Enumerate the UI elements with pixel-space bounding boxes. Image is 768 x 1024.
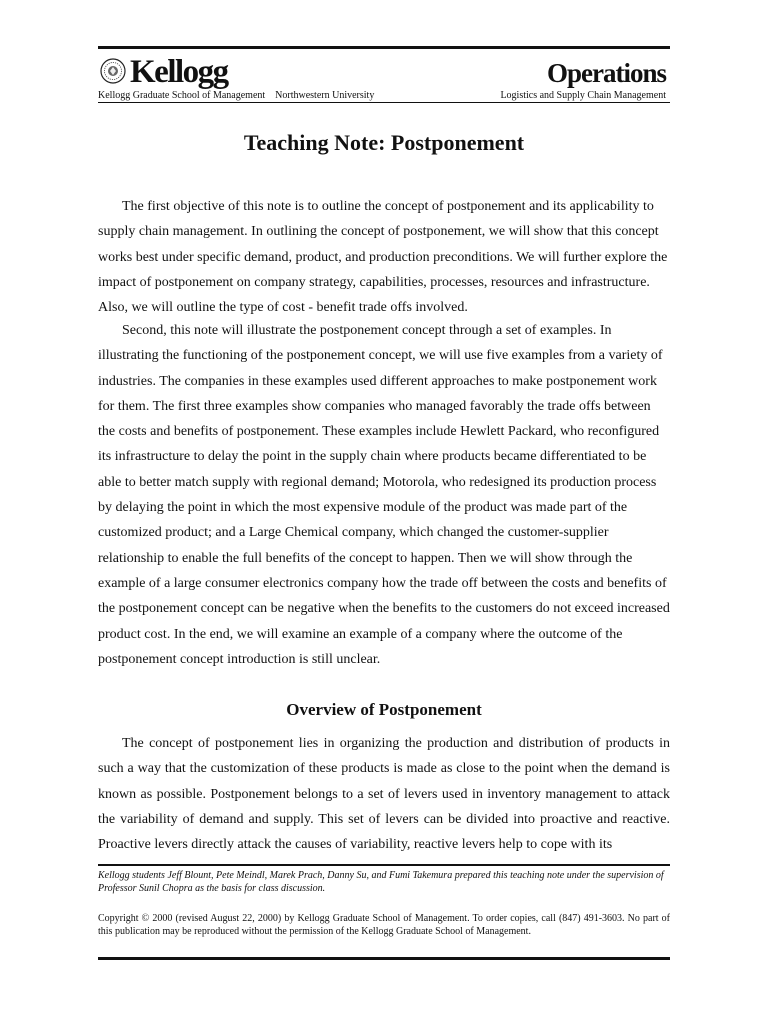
copyright-notice: Copyright © 2000 (revised August 22, 2000) by Kellogg Graduate School of Management. To order copies, call (847) 491-3603. No part of this publication may be reproduced without the permission of the Kellogg Graduate School of Management. (98, 913, 670, 937)
author-footnote: Kellogg students Jeff Blount, Pete Meindl, Marek Prach, Danny Su, and Fumi Takemura prepared this teaching note under the supervision of Professor Sunil Chopra as the basis for class discussion. (98, 870, 664, 894)
document-title: Teaching Note: Postponement (243, 130, 525, 155)
page-bottom-rule (98, 957, 670, 960)
header-bottom-rule (98, 102, 670, 103)
department-subtitle: Logistics and Supply Chain Management (500, 90, 666, 101)
overview-paragraph: The concept of postponement lies in organizing the production and distribution of products in such a way that the customization of these products is made as close to the point when the demand is known as possible. Postponement belongs to a set of levers used in inventory management to attack the variability of demand and supply. This set of levers can be divided into proactive and reactive. Proactive levers directly attack the causes of variability, reactive levers help to cope with its (98, 736, 670, 853)
university-seal-icon (100, 58, 126, 84)
department-title: Operations (546, 58, 666, 88)
section-heading: Overview of Postponement (286, 700, 482, 719)
examples-paragraph: Second, this note will illustrate the postponement concept through a set of examples. In illustrating the functioning of the postponement concept, we will use five examples from a variety of industries. The companies in these examples used different approaches to make postponement work for them. The first three examples show companies who managed favorably the trade offs between the costs and benefits of postponement. These examples include Hewlett Packard, who reconfigured its infrastructure to delay the point in the supply chain where products became differentiated to be able to better match supply with regional demand; Motorola, who redesigned its production process by delaying the point in which the most expensive module of the product was made part of the customized product; and a Large Chemical company, which changed the customer-supplier relationship to enable the full benefits of the concept to happen. Then we will show through the example of a large consumer electronics company how the trade off between the costs and benefits of the postponement concept can be negative when the benefits to the customers do not exceed increased product cost. In the end, we will examine an example of a company where the outcome of the postponement concept introduction is still unclear. (98, 323, 670, 667)
school-affiliation: Kellogg Graduate School of Management Northwestern University (98, 90, 375, 101)
header-top-rule (98, 46, 670, 49)
document-page (98, 0, 670, 1024)
intro-paragraph: The first objective of this note is to outline the concept of postponement and its applicability to supply chain management. In outlining the concept of postponement, we will show that this concept works best under specific demand, product, and production preconditions. We will further explore the impact of postponement on company strategy, capabilities, processes, resources and infrastructure. Also, we will outline the type of cost - benefit trade offs involved. (98, 199, 668, 316)
brand-logo-kellogg: Kellogg (130, 54, 228, 90)
footnote-rule (98, 864, 670, 866)
